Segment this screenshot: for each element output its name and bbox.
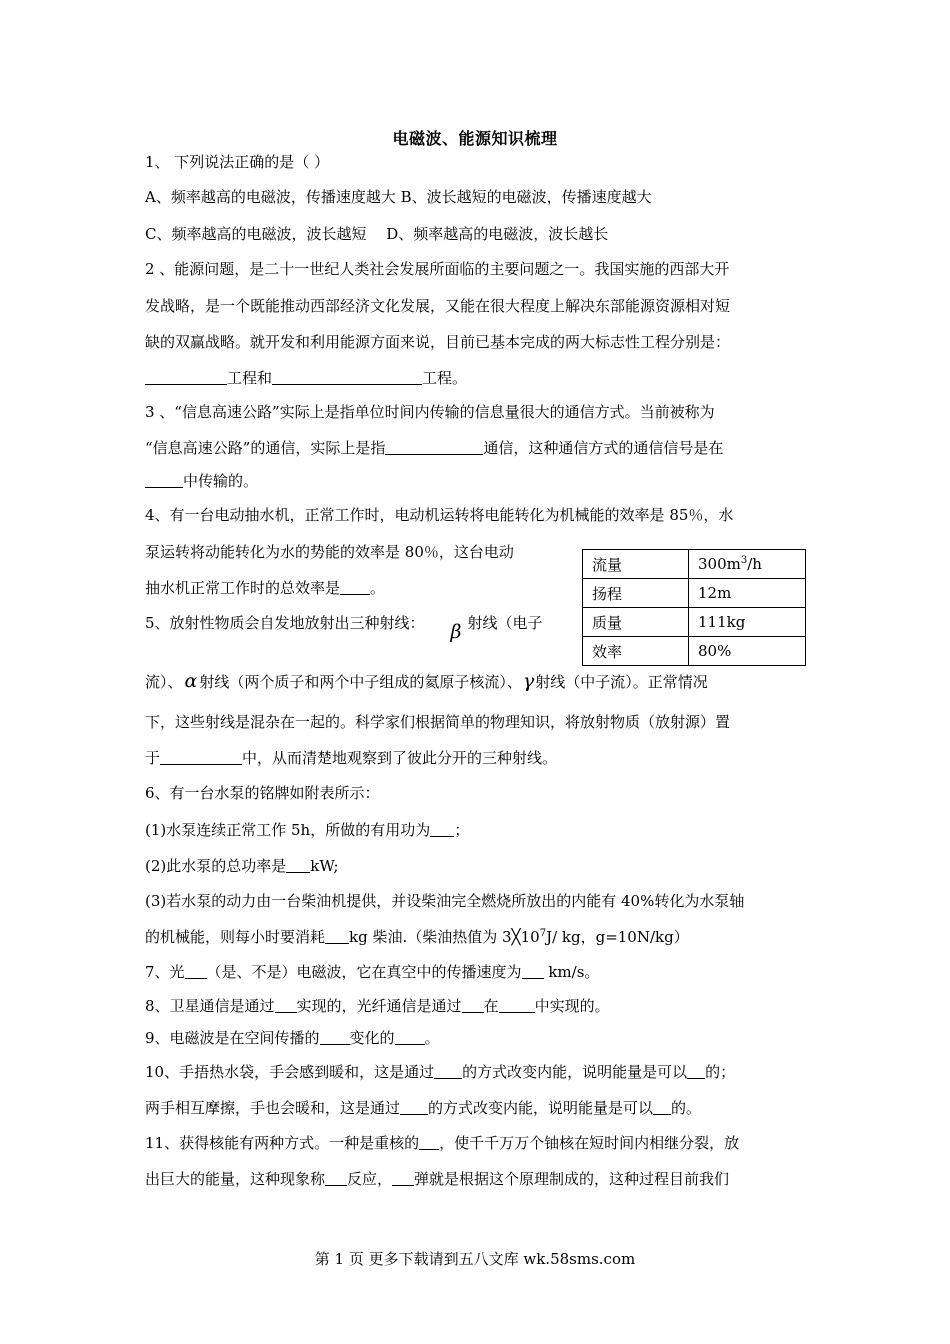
alpha-symbol: α (184, 670, 198, 692)
q11-text: 弹就是根据这个原理制成的，这种过程目前我们 (414, 1170, 730, 1188)
answer-blank (392, 1169, 414, 1186)
table-cell: 12m (689, 579, 806, 608)
q6-text: (1)水泵连续正常工作 5h，所做的有用功为 (145, 821, 431, 839)
answer-blank (385, 438, 483, 455)
q8-text: 在 (483, 997, 499, 1015)
table-cell: 扬程 (583, 579, 689, 608)
q5-line-2 (145, 671, 708, 692)
q10-text: 的方式改变内能，说明能量是可以 (462, 1063, 688, 1081)
q3-text: 通信，这种通信方式的通信信号是在 (483, 439, 724, 457)
q11-line-2 (145, 1169, 729, 1189)
q8-line (145, 996, 610, 1016)
answer-blank (286, 856, 310, 873)
q3-text: 中传输的。 (183, 472, 259, 490)
q10-text: 的。 (671, 1099, 702, 1117)
q8-text: 实现的，光纤通信是通过 (296, 997, 462, 1015)
q3-text: “信息高速公路”的通信，实际上是指 (145, 439, 386, 457)
q2-text: 工程。 (422, 369, 468, 387)
answer-blank (320, 1028, 350, 1045)
table-cell: 质量 (583, 608, 689, 637)
q7-line (145, 962, 599, 982)
q5-line-3: 下，这些射线是混杂在一起的。科学家们根据简单的物理知识，将放射物质（放射源）置 (145, 713, 731, 731)
q11-text: 出巨大的能量，这种现象称 (145, 1170, 326, 1188)
q11-text: 11、获得核能有两种方式。一种是重核的 (145, 1134, 420, 1152)
exponent: 7 (539, 928, 547, 939)
table-row (583, 637, 806, 666)
table-row (583, 550, 806, 579)
q11-line-1 (145, 1133, 739, 1153)
q4-text: 。 (370, 579, 386, 597)
q1-options-ab: A、频率越高的电磁波，传播速度越大 B、波长越短的电磁波，传播速度越大 (145, 188, 652, 206)
q5-text: 于 (145, 749, 161, 767)
q5-text: 5、放射性物质会自发地放射出三种射线： (145, 614, 425, 632)
table-cell: 流量 (583, 550, 689, 579)
q3-line-1: 3 、“信息高速公路”实际上是指单位时间内传输的信息量很大的通信方式。当前被称为 (145, 403, 715, 421)
answer-blank (430, 820, 454, 837)
q4-line-1: 4、有一台电动抽水机，正常工作时，电动机运转将电能转化为机械能的效率是 85％，水 (145, 506, 734, 524)
answer-blank (653, 1098, 671, 1115)
answer-blank (419, 1133, 439, 1150)
q4-text: 抽水机正常工作时的总效率是 (145, 579, 341, 597)
q9-text: 变化的 (349, 1029, 395, 1047)
table-cell: $300m^3/h$ (689, 550, 806, 579)
answer-blank (145, 368, 227, 385)
answer-blank (400, 1098, 428, 1115)
q5-text: 中，从而清楚地观察到了彼此分开的三种射线。 (242, 749, 558, 767)
q10-text: 的方式改变内能，说明能量是可以 (428, 1099, 654, 1117)
table-cell: 80% (689, 637, 806, 666)
q6-part-3-line-2 (145, 927, 689, 947)
q9-text: 9、电磁波是在空间传播的 (145, 1029, 320, 1047)
q3-line-3 (145, 471, 258, 491)
q6-text: kW; (310, 857, 339, 875)
answer-blank (499, 996, 535, 1013)
q6-text: (2)此水泵的总功率是 (145, 857, 287, 875)
answer-blank (462, 996, 484, 1013)
q2-line-4 (145, 368, 467, 388)
q9-line (145, 1028, 440, 1048)
q5-text: 射线（中子流）。正常情况 (535, 673, 708, 691)
q2-line-3: 缺的双赢战略。就开发和利用能源方面来说，目前已基本完成的两大标志性工程分别是： (145, 333, 731, 351)
page-footer: 第 1 页 更多下载请到五八文库 wk.58sms.com (314, 1250, 636, 1268)
q10-text: 两手相互摩擦，手也会暖和，这是通过 (145, 1099, 401, 1117)
q8-text: 中实现的。 (534, 997, 610, 1015)
q6-text: kg 柴油.（柴油热值为 3╳10 (349, 928, 540, 946)
q6-part-1 (145, 820, 469, 840)
q6-part-3-line-1: (3)若水泵的动力由一台柴油机提供，并设柴油完全燃烧所放出的内能有 40%转化为水泵轴 (145, 892, 745, 910)
q9-text: 。 (424, 1029, 440, 1047)
q4-line-3 (145, 578, 385, 598)
answer-blank (160, 748, 242, 765)
gamma-symbol: γ (522, 670, 535, 692)
answer-blank (325, 927, 349, 944)
q5-line-4 (145, 748, 557, 768)
q6-text: 的机械能，则每小时要消耗 (145, 928, 326, 946)
answer-blank (145, 471, 183, 488)
table-cell: 效率 (583, 637, 689, 666)
q5-line-1 (145, 612, 543, 643)
answer-blank (275, 996, 297, 1013)
q5-text: 射线（电子 (467, 614, 543, 632)
answer-blank (687, 1062, 705, 1079)
q6-stem: 6、有一台水泵的铭牌如附表所示： (145, 784, 380, 802)
q10-line-2 (145, 1098, 701, 1118)
q4-line-2: 泵运转将动能转化为水的势能的效率是 80％，这台电动 (145, 543, 514, 561)
q1-stem: 1、 下列说法正确的是（ ） (145, 153, 330, 171)
pump-nameplate-table (582, 549, 806, 666)
table-row (583, 579, 806, 608)
q6-text: J/ kg，g=10N/kg） (546, 928, 689, 946)
q10-line-1 (145, 1062, 735, 1082)
q1-options-cd: C、频率越高的电磁波，波长越短 D、频率越高的电磁波，波长越长 (145, 225, 609, 243)
q10-text: 10、手捂热水袋，手会感到暖和，这是通过 (145, 1063, 435, 1081)
q11-text: 反应， (347, 1170, 393, 1188)
q7-text: km/s。 (543, 963, 600, 981)
answer-blank (395, 1028, 425, 1045)
q10-text: 的； (705, 1063, 736, 1081)
q8-text: 8、卫星通信是通过 (145, 997, 275, 1015)
table-cell: 111kg (689, 608, 806, 637)
table-row (583, 608, 806, 637)
answer-blank (185, 962, 207, 979)
q5-text: 流）、 (145, 673, 183, 691)
beta-symbol: β (450, 621, 462, 643)
answer-blank (434, 1062, 462, 1079)
answer-blank (340, 578, 370, 595)
q5-text: 射线（两个质子和两个中子组成的氦原子核流）、 (199, 673, 522, 691)
q6-text: ； (454, 821, 470, 839)
answer-blank (522, 962, 544, 979)
q6-part-2 (145, 856, 339, 876)
q7-text: （是、不是）电磁波，它在真空中的传播速度为 (206, 963, 522, 981)
q2-line-2: 发战略，是一个既能推动西部经济文化发展，又能在很大程度上解决东部能源资源相对短 (145, 297, 731, 315)
q2-text: 工程和 (227, 369, 273, 387)
q2-line-1: 2 、能源问题，是二十一世纪人类社会发展所面临的主要问题之一。我国实施的西部大开 (145, 260, 730, 278)
answer-blank (272, 368, 422, 385)
page-title: 电磁波、能源知识梳理 (392, 129, 558, 148)
q7-text: 7、光 (145, 963, 185, 981)
q3-line-2 (145, 438, 723, 458)
answer-blank (325, 1169, 347, 1186)
q11-text: ，使千千万万个铀核在短时间内相继分裂，放 (439, 1134, 740, 1152)
